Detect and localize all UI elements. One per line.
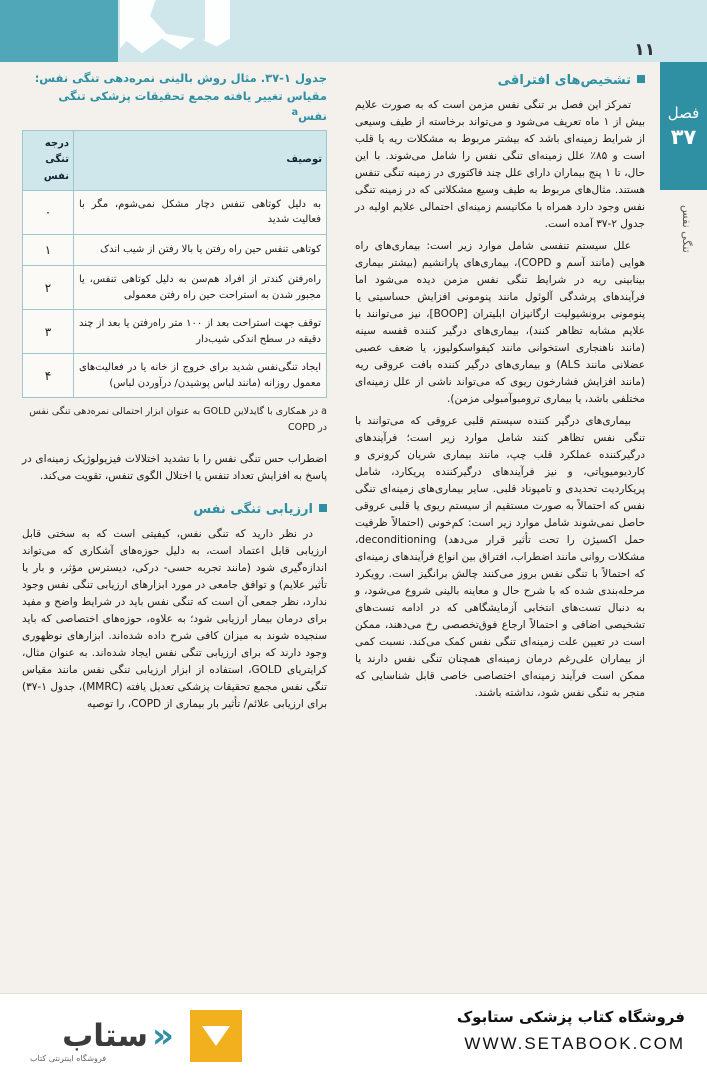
table-row	[23, 310, 327, 354]
cell-degree: ۱	[23, 234, 74, 266]
double-chevron-icon: «	[152, 1016, 168, 1056]
page-number: ۱۱	[634, 40, 655, 60]
table-row	[23, 234, 327, 266]
table-header-degree: درجه تنگی نفس	[23, 131, 74, 191]
table-caption-footnote-marker: a	[291, 106, 299, 118]
brand-name: ستاب	[62, 1018, 149, 1054]
cell-description: ایجاد تنگی‌نفس شدید برای خروج از خانه یا در فعالیت‌های معمول روزانه (مانند لباس پوشیدن/ درآوردن لباس)	[74, 354, 327, 398]
heading-differential-diagnosis: تشخیص‌های افتراقی	[355, 70, 645, 91]
cell-description: به دلیل کوتاهی تنفس دچار مشکل نمی‌شوم، مگر با فعالیت شدید	[74, 190, 327, 234]
heading-dyspnea-assessment: ارزیابی تنگی نفس	[22, 499, 327, 520]
band-left-block	[0, 0, 118, 62]
paragraph: علل سیستم تنفسی شامل موارد زیر است: بیماری‌های راه هوایی (مانند آسم و COPD)، بیماری‌های پارانشیم (بیشتر بیماری بینابینی ریه در شرایط تنگی نفس مزمن دیده می‌شود اما فرآیندهای پرشدگی آلوئول مانند پنومونی افزایش حساسیتی یا پنومونی برونشیولیت ارگانیزان ابلیتران [BOOP]، نیز می‌توانند با علایم مشابه تظاهر کنند)، بیماری‌های درگیر کننده قفسه سینه (مانند ناهنجاری استخوانی مانند کیفواسکولیوز، یا ضعف عصبی عضلانی مانند ALS) و بیماری‌های درگیر کننده بافت عروقی ریه (مانند افزایش فشارخون ریوی که می‌تواند ناشی از علل زمینه‌ای مختلفی باشد، یا بیماری ترومبوآمبولی مزمن).	[355, 240, 645, 406]
cell-degree: ۳	[23, 310, 74, 354]
table-row	[23, 354, 327, 398]
table-footnote: a در همکاری با گایدلاین GOLD به عنوان ابزار احتمالی نمره‌دهی تنگی نفس در COPD	[29, 406, 327, 433]
cell-degree: ۲	[23, 266, 74, 310]
right-text-column	[355, 70, 645, 707]
table-row	[23, 266, 327, 310]
table-row	[23, 190, 327, 234]
left-content-column	[22, 70, 327, 718]
square-bullet-icon	[637, 75, 645, 83]
table-caption: جدول ۱-۳۷. مثال روش بالینی نمره‌دهی تنگی نفس: مقیاس تغییر یافته مجمع تحقیقات پزشکی تنگی نفس$^a$	[34, 71, 327, 123]
brand-subtitle: فروشگاه اینترنتی کتاب	[30, 1054, 107, 1063]
cell-description: کوتاهی تنفس حین راه رفتن یا بالا رفتن از شیب اندک	[74, 234, 327, 266]
chapter-tab-word: فصل	[667, 103, 700, 122]
cell-description: توقف جهت استراحت بعد از ۱۰۰ متر راه‌رفتن یا بعد از چند دقیقه در سطح اندکی شیب‌دار	[74, 310, 327, 354]
running-section-label: تنگی نفس	[680, 205, 693, 253]
brand-mark-box	[190, 1010, 242, 1062]
dyspnea-scale-table	[22, 130, 327, 398]
chapter-tab-number: ۳۷	[670, 124, 697, 149]
footer-website-url[interactable]: WWW.SETABOOK.COM	[464, 1034, 685, 1053]
paragraph-after-table: اضطراب حس تنگی نفس را با تشدید اختلالات فیزیولوژیک زمینه‌ای در پاسخ به افزایش تعداد تنفس یا اختلال الگوی تنفس، تقویت می‌کند.	[22, 452, 327, 482]
table-header-row	[23, 131, 327, 191]
cell-degree: ۴	[23, 354, 74, 398]
paragraph: بیماری‌های درگیر کننده سیستم قلبی عروقی که می‌توانند با تنگی نفس تظاهر کنند شامل موارد زیر است؛ فرآیندهای درگیرکننده عملکرد قلب چپ، مانند بیماری شریان کرونری و کاردیومیوپاتی، و نیز فرآیندهای درگیرکننده پریکارد، شامل پریکاردیت تحدیدی و تامپوناد قلبی. سایر بیماری‌های زمینه‌ای تنگی نفس که احتمالاً به صورت مستقیم از سیستم ریوی یا قلبی عروقی حاصل نمی‌شوند شامل موارد زیر است: کم‌خونی (احتمالاً ظرفیت حمل اکسیژن را تحت تأثیر قرار می‌دهد) deconditioning، مشکلات روانی مانند اضطراب، افتراق بین انواع فرآیندهای زمینه‌ای که احتمالاً با تنگی نفس بروز می‌کنند چالش برانگیز است. رویکرد مرحله‌بندی شده که با شرح حال و معاینه بالینی شروع می‌شود، و به دنبال تست‌های انتخابی آزمایشگاهی که در ادامه تست‌های تشخیصی اضافی و احتمالاً ارجاع فوق‌تخصصی رخ می‌دهند، ممکن است در تعیین علت زمینه‌ای تنگی نفس کمک می‌کند. نسبت کمی از بیماران علی‌رغم درمان زمینه‌ای همچنان تنگی نفس دارند یا ممکن است فرآیند زمینه‌ای اختصاصی خاصی قابل شناسایی که منجر به تنگی نفس شود، نداشته باشند.	[355, 415, 645, 700]
top-decorative-band	[0, 0, 707, 62]
chapter-tab	[660, 62, 707, 190]
footer-shop-text: فروشگاه کتاب پزشکی ستابوک	[456, 1008, 685, 1026]
table-header-description: توصیف	[74, 131, 327, 191]
cell-degree: ۰	[23, 190, 74, 234]
paragraph: در نظر دارید که تنگی نفس، کیفیتی است که به سختی قابل ارزیابی قابل اعتماد است، به دلیل حوزه‌های آشکاری که می‌تواند اندازه‌گیری شود (مانند تجربه حسی- درکی، دیسترس مؤثر، و بار یا تأثیر علایم) و توافق جامعی در مورد ابزارهای ارزیابی تنگی نفس وجود ندارد، نظر جمعی آن است که تنگی نفس باید در شرایط واضح و مفید برای درمان بیمار ارزیابی شود؛ به علاوه، حوزه‌های اختصاصی که باید سنجیده شوند به میزان کافی شرح داده شده‌اند. ابزارهای نوظهوری وجود دارند که برای ارزیابی تنگی نفس ایجاد شده‌اند. به عنوان مثال، کرایتریای GOLD، استفاده از ابزار ارزیابی تنگی نفس مانند مقیاس تنگی نفس مجمع تحقیقات پزشکی تعدیل یافته (MMRC)، جدول ۱-۳۷) برای ارزیابی علائم/ تأثیر بار بیماری از COPD، را توصیه	[22, 527, 327, 710]
cell-description: راه‌رفتن کندتر از افراد هم‌سن به دلیل کوتاهی تنفس، یا مجبور شدن به استراحت حین راه رفتن معمولی	[74, 266, 327, 310]
triangle-icon	[202, 1026, 230, 1046]
paragraph: تمرکز این فصل بر تنگی نفس مزمن است که به صورت علایم بیش از ۱ ماه تعریف می‌شود و می‌تواند برخاسته از طیف وسیعی از شرایط زمینه‌ای باشد که بیشتر مربوط به مشکلات ریه یا قلب است و ۸۵٪ علل زمینه‌ای تنگی نفس را شامل می‌شوند. با این حال، تا ۱ پنج بیماران دارای علل چند فاکتوری در زمینه تنگی تنفس هستند. مثال‌های مربوط به طیف وسیع مشکلاتی که در زمینه تنگی نفس وجود دارد همراه با مکانیسم زمینه‌ای احتمالی علایم اولیه در جدول ۲-۳۷ آمده است.	[355, 99, 646, 231]
square-bullet-icon	[319, 504, 327, 512]
page-footer	[0, 993, 707, 1080]
